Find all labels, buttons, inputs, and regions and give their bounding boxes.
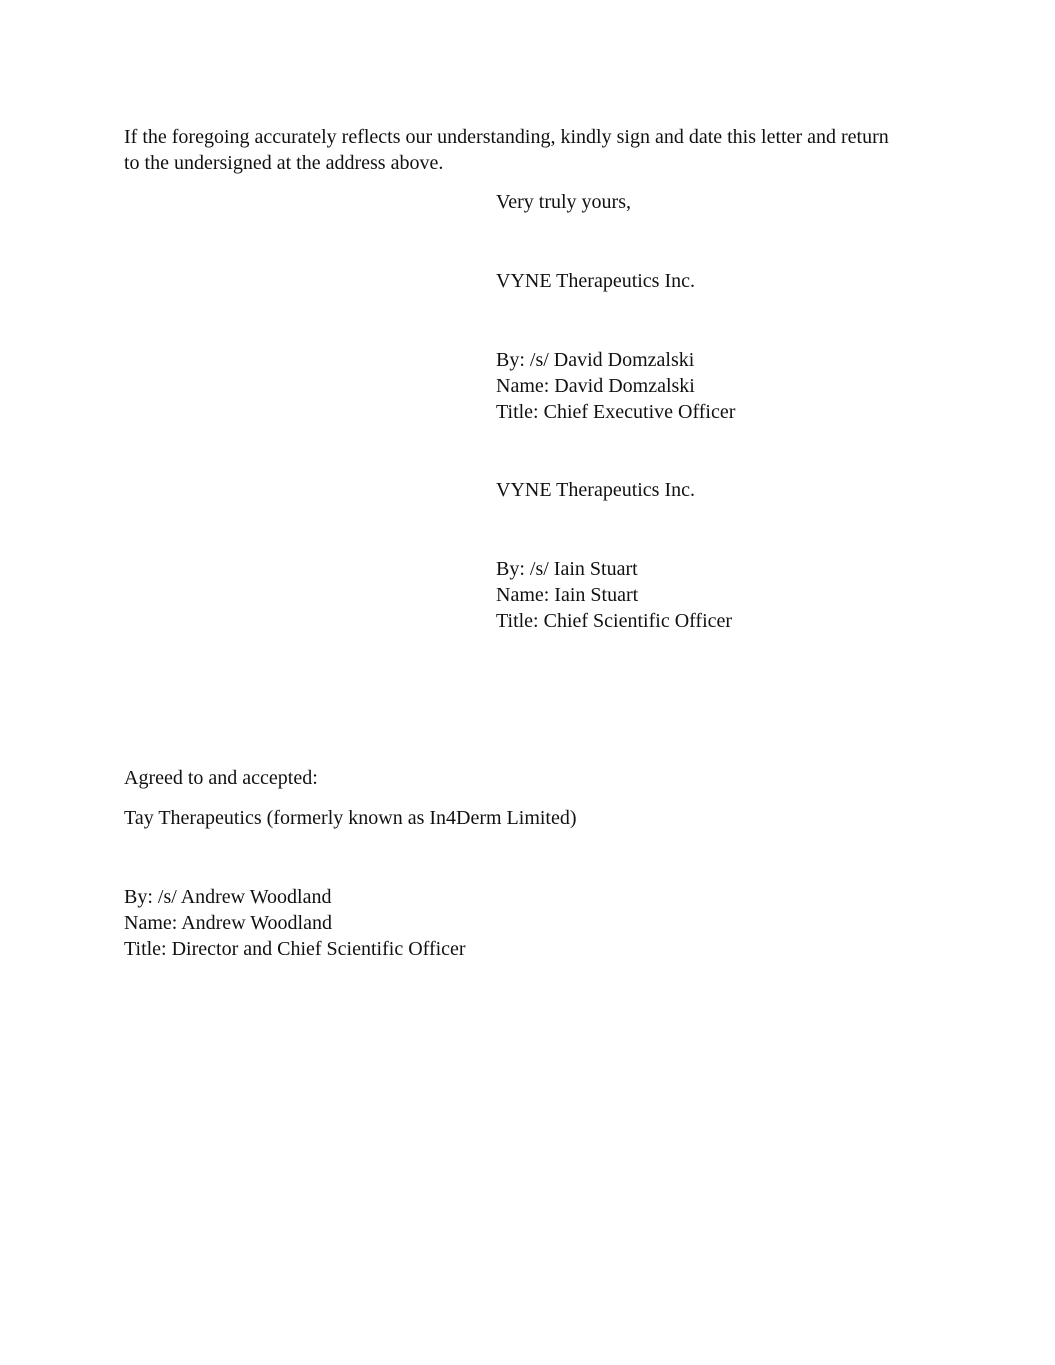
signature-2-by: By: /s/ Iain Stuart (496, 558, 638, 580)
signature-1-title: Title: Chief Executive Officer (496, 401, 736, 423)
closing-paragraph (124, 124, 924, 176)
signature-2-name: Name: Iain Stuart (496, 584, 639, 606)
acceptance-name: Name: Andrew Woodland (124, 912, 332, 934)
acceptance-by: By: /s/ Andrew Woodland (124, 886, 332, 908)
closing-paragraph-line-1: If the foregoing accurately reflects our understanding, kindly sign and date this letter and return (124, 126, 889, 148)
acceptance-company: Tay Therapeutics (formerly known as In4Derm Limited) (124, 807, 577, 829)
acceptance-heading: Agreed to and accepted: (124, 767, 318, 789)
signature-2-company: VYNE Therapeutics Inc. (496, 479, 696, 501)
acceptance-title: Title: Director and Chief Scientific Officer (124, 938, 466, 960)
signature-1-by: By: /s/ David Domzalski (496, 349, 695, 371)
valediction: Very truly yours, (496, 191, 631, 213)
signature-2-title: Title: Chief Scientific Officer (496, 610, 733, 632)
signature-1-company: VYNE Therapeutics Inc. (496, 270, 696, 292)
signature-1-name: Name: David Domzalski (496, 375, 695, 397)
closing-paragraph-line-2: to the undersigned at the address above. (124, 152, 444, 174)
